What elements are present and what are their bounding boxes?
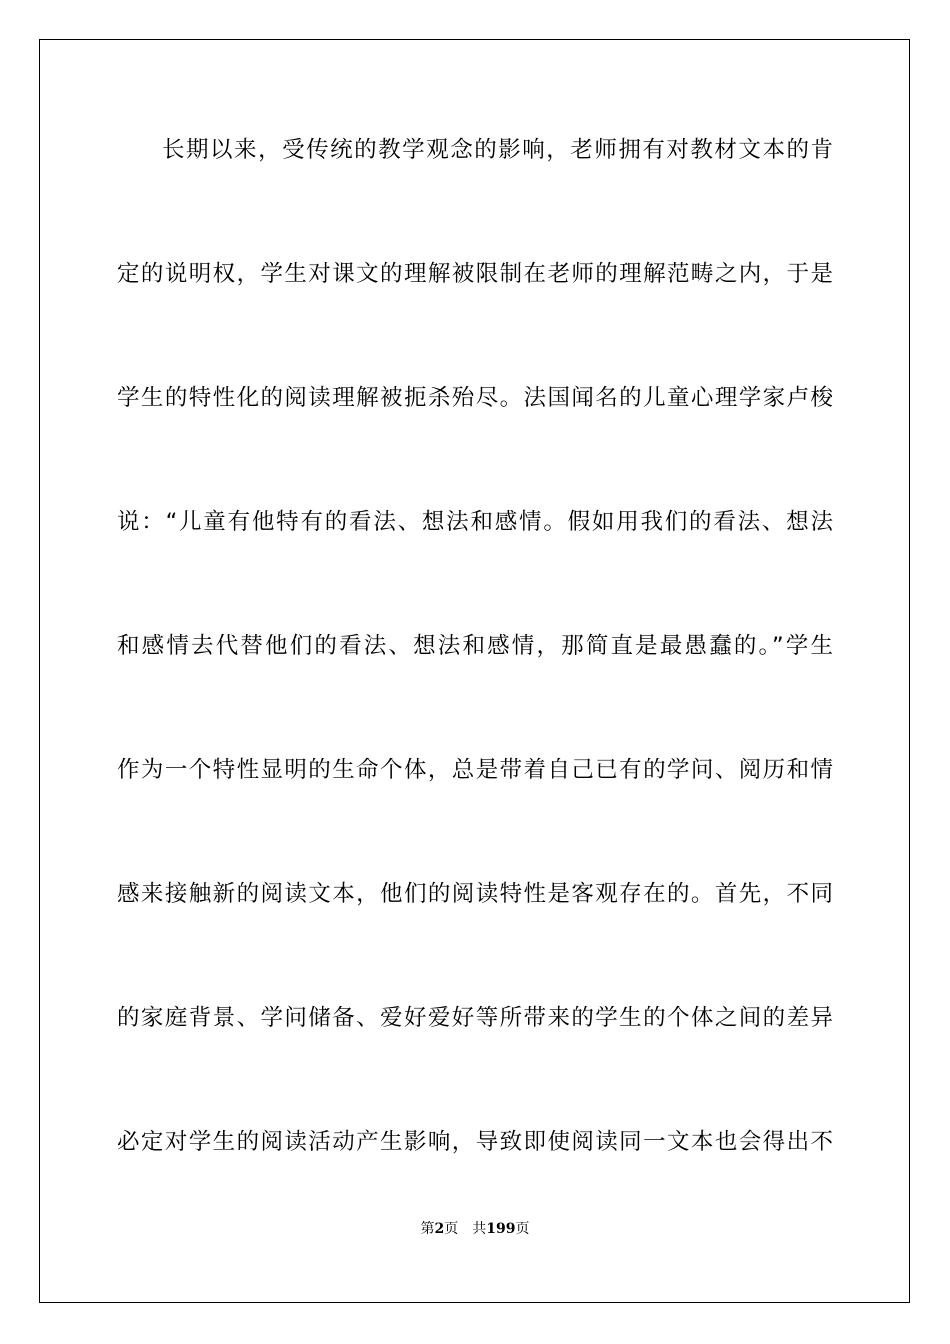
page-number: 2 xyxy=(434,1221,445,1237)
total-suffix: 页 xyxy=(515,1221,530,1237)
page-footer xyxy=(0,1219,950,1239)
paragraph-line: 感来接触新的阅读文本，他们的阅读特性是客观存在的。首先，不同 xyxy=(117,881,833,907)
total-pages: 199 xyxy=(486,1221,516,1237)
paragraph-line: 必定对学生的阅读活动产生影响，导致即使阅读同一文本也会得出不 xyxy=(117,1129,833,1155)
page-border xyxy=(39,39,910,1303)
page-prefix: 第 xyxy=(420,1221,435,1237)
paragraph-line: 和感情去代替他们的看法、想法和感情，那简直是最愚蠢的。”学生 xyxy=(117,633,833,659)
total-prefix: 共 xyxy=(472,1221,487,1237)
page-suffix: 页 xyxy=(444,1221,459,1237)
paragraph-line: 的家庭背景、学问储备、爱好爱好等所带来的学生的个体之间的差异 xyxy=(117,1005,833,1031)
paragraph-line: 作为一个特性显明的生命个体，总是带着自己已有的学问、阅历和情 xyxy=(117,757,833,783)
paragraph-line: 学生的特性化的阅读理解被扼杀殆尽。法国闻名的儿童心理学家卢梭 xyxy=(117,385,833,411)
paragraph-line: 说：“儿童有他特有的看法、想法和感情。假如用我们的看法、想法 xyxy=(117,509,833,535)
paragraph-line: 定的说明权，学生对课文的理解被限制在老师的理解范畴之内，于是 xyxy=(117,261,833,287)
paragraph-line: 长期以来，受传统的教学观念的影响，老师拥有对教材文本的肯 xyxy=(162,137,833,163)
